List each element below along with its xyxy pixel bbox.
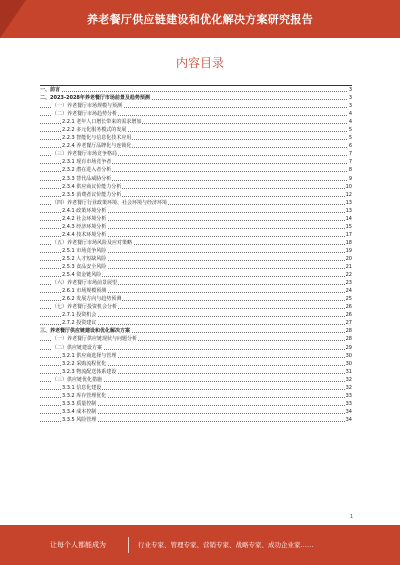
toc-entry-title: 2.3.5 消费者议价能力分析 bbox=[62, 191, 122, 198]
toc-entry-title: （三）养老餐厅市场竞争格局 bbox=[52, 151, 118, 158]
toc-entry-page: 3 bbox=[348, 87, 352, 93]
toc-entry-title: （二）养老餐厅市场趋势分析 bbox=[52, 111, 118, 118]
toc-entry-title: 二、2023-2028年养老餐厅市场前景及趋势预测 bbox=[40, 95, 150, 102]
toc-entry-title: 2.4.2 社会环境分析 bbox=[62, 215, 107, 222]
toc-entry-title: （一）养老餐厅市场规模与预测 bbox=[52, 103, 123, 110]
toc-entry-title: 2.2.3 智能化与信息化技术应用 bbox=[62, 135, 132, 142]
toc-entry-title: 2.2.1 老年人口增长带来的需求增加 bbox=[62, 119, 142, 126]
toc-entry[interactable] bbox=[40, 271, 352, 279]
toc-entry-page: 8 bbox=[348, 167, 352, 174]
toc-entry-page: 4 bbox=[348, 119, 352, 126]
toc-entry-page: 32 bbox=[345, 384, 352, 391]
toc-entry-page: 32 bbox=[345, 376, 352, 383]
toc-entry-title: 2.2.2 多元化服务模式的发展 bbox=[62, 127, 127, 134]
toc-entry-page: 33 bbox=[345, 392, 352, 399]
toc-entry[interactable] bbox=[40, 102, 352, 110]
toc-entry-title: 2.3.1 现有市场竞争者 bbox=[62, 159, 112, 166]
toc-entry-page: 7 bbox=[348, 151, 352, 158]
toc-entry-page: 28 bbox=[345, 328, 352, 335]
toc-entry[interactable] bbox=[40, 352, 352, 360]
toc-entry[interactable] bbox=[40, 319, 352, 327]
toc-entry-title: 2.4.3 经济环境分析 bbox=[62, 223, 107, 230]
toc-entry-page: 34 bbox=[345, 408, 352, 415]
toc-entry-title: 3.2.2 采购流程优化 bbox=[62, 360, 107, 367]
table-of-contents bbox=[40, 85, 352, 424]
toc-entry-page: 23 bbox=[345, 280, 352, 287]
toc-entry[interactable] bbox=[40, 263, 352, 271]
toc-entry-page: 7 bbox=[348, 159, 352, 166]
toc-entry[interactable] bbox=[40, 94, 352, 102]
toc-entry[interactable] bbox=[40, 215, 352, 223]
footer-slogan-right: 行业专家、管理专家、营销专家、战略专家、成功企业家…… bbox=[138, 541, 314, 549]
toc-entry-title: （四）养老餐厅行业政策环境、社会环境与经济环境 bbox=[52, 199, 168, 206]
toc-entry[interactable] bbox=[40, 126, 352, 134]
toc-entry-title: 3.2.3 物流配送体系建设 bbox=[62, 368, 117, 375]
toc-entry[interactable] bbox=[40, 110, 352, 118]
footer-divider bbox=[128, 537, 129, 553]
toc-entry-page: 30 bbox=[345, 360, 352, 367]
toc-entry[interactable] bbox=[40, 311, 352, 319]
document-title: 养老餐厅供应链建设和优化解决方案研究报告 bbox=[87, 13, 313, 26]
toc-entry-page: 5 bbox=[348, 127, 352, 134]
toc-entry[interactable] bbox=[40, 247, 352, 255]
toc-entry-title: 2.6.2 发展方向与趋势预测 bbox=[62, 296, 122, 303]
toc-entry-title: 3.2.1 供应商选择与管理 bbox=[62, 352, 117, 359]
toc-entry-title: 2.2.4 养老餐厅品牌化与连锁化 bbox=[62, 143, 132, 150]
toc-entry-title: 2.5.4 资金链风险 bbox=[62, 272, 102, 279]
toc-entry-page: 3 bbox=[348, 95, 352, 102]
toc-entry[interactable] bbox=[40, 335, 352, 343]
toc-entry[interactable] bbox=[40, 303, 352, 311]
toc-entry-title: 3.3.4 成本控制 bbox=[62, 408, 97, 415]
toc-entry-page: 14 bbox=[345, 215, 352, 222]
toc-entry-title: 2.4.4 技术环境分析 bbox=[62, 231, 107, 238]
toc-entry-title: 2.5.2 人才短缺风险 bbox=[62, 255, 107, 262]
toc-entry-title: 3.3.5 风险管理 bbox=[62, 416, 97, 423]
toc-entry-title: 3.3.2 库存管理优化 bbox=[62, 392, 107, 399]
toc-entry[interactable] bbox=[40, 150, 352, 158]
toc-entry[interactable] bbox=[40, 231, 352, 239]
toc-entry-title: 2.3.3 替代品威胁分析 bbox=[62, 175, 112, 182]
toc-entry-title: （一）养老餐厅供应链现状与问题分析 bbox=[52, 336, 138, 343]
footer-slogan-left: 让每个人都能成为 bbox=[50, 541, 106, 549]
toc-entry[interactable] bbox=[40, 344, 352, 352]
toc-entry-page: 26 bbox=[345, 304, 352, 311]
toc-entry-page: 19 bbox=[345, 247, 352, 254]
document-footer bbox=[0, 525, 400, 565]
page-number: 1 bbox=[349, 514, 353, 520]
toc-entry[interactable] bbox=[40, 207, 352, 215]
toc-entry[interactable] bbox=[40, 287, 352, 295]
toc-entry-title: 2.5.1 市场竞争风险 bbox=[62, 247, 107, 254]
toc-leader-dots bbox=[40, 91, 349, 92]
toc-entry-title: 一、前言 bbox=[40, 87, 61, 93]
toc-entry-title: 2.6.1 市场规模预测 bbox=[62, 288, 107, 295]
toc-entry[interactable] bbox=[40, 295, 352, 303]
toc-entry[interactable] bbox=[40, 134, 352, 142]
toc-entry-title: （二）供应链建设方案 bbox=[52, 344, 103, 351]
toc-entry-title: 2.7.2 投资建议 bbox=[62, 320, 97, 327]
toc-entry[interactable] bbox=[40, 408, 352, 416]
toc-entry[interactable] bbox=[40, 85, 352, 94]
toc-entry-title: （五）养老餐厅市场风险及应对策略 bbox=[52, 239, 133, 246]
toc-entry-page: 34 bbox=[345, 416, 352, 423]
toc-entry-title: 3.3.1 信息化建设 bbox=[62, 384, 102, 391]
toc-entry-page: 29 bbox=[345, 344, 352, 351]
toc-entry-page: 18 bbox=[345, 239, 352, 246]
toc-entry-page: 31 bbox=[345, 368, 352, 375]
toc-entry-title: 2.7.1 投资机会 bbox=[62, 312, 97, 319]
toc-entry[interactable] bbox=[40, 166, 352, 174]
toc-entry[interactable] bbox=[40, 183, 352, 191]
toc-entry-page: 10 bbox=[345, 183, 352, 190]
toc-entry-page: 26 bbox=[345, 312, 352, 319]
toc-entry[interactable] bbox=[40, 400, 352, 408]
toc-entry-page: 15 bbox=[345, 223, 352, 230]
toc-entry-page: 4 bbox=[348, 111, 352, 118]
toc-entry-page: 27 bbox=[345, 320, 352, 327]
toc-entry[interactable] bbox=[40, 118, 352, 126]
toc-entry-title: 2.3.2 潜在进入者分析 bbox=[62, 167, 112, 174]
toc-entry[interactable] bbox=[40, 392, 352, 400]
toc-entry-page: 24 bbox=[345, 288, 352, 295]
toc-entry[interactable] bbox=[40, 175, 352, 183]
toc-entry-title: 2.4.1 政策环境分析 bbox=[62, 207, 107, 214]
toc-entry-page: 6 bbox=[348, 143, 352, 150]
toc-entry-title: 三、养老餐厅供应链建设和优化解决方案 bbox=[40, 328, 131, 335]
toc-entry[interactable] bbox=[40, 199, 352, 207]
toc-entry-page: 22 bbox=[345, 272, 352, 279]
toc-entry[interactable] bbox=[40, 416, 352, 424]
toc-entry[interactable] bbox=[40, 384, 352, 392]
toc-entry-title: （七）养老餐厅投资机会分析 bbox=[52, 304, 118, 311]
toc-entry-page: 21 bbox=[345, 264, 352, 271]
toc-entry-title: （六）养老餐厅市场前景展望 bbox=[52, 280, 118, 287]
toc-entry[interactable] bbox=[40, 239, 352, 247]
toc-entry-title: 2.5.3 食品安全风险 bbox=[62, 264, 107, 271]
toc-entry[interactable] bbox=[40, 223, 352, 231]
toc-entry-title: 2.3.4 供应商议价能力分析 bbox=[62, 183, 122, 190]
toc-entry-page: 28 bbox=[345, 336, 352, 343]
toc-entry-page: 9 bbox=[348, 175, 352, 182]
toc-entry[interactable] bbox=[40, 158, 352, 166]
toc-entry[interactable] bbox=[40, 360, 352, 368]
toc-entry[interactable] bbox=[40, 142, 352, 150]
toc-entry[interactable] bbox=[40, 255, 352, 263]
toc-entry[interactable] bbox=[40, 376, 352, 384]
toc-entry-page: 33 bbox=[345, 400, 352, 407]
toc-entry-page: 20 bbox=[345, 255, 352, 262]
toc-heading: 内容目录 bbox=[175, 56, 224, 70]
toc-entry[interactable] bbox=[40, 191, 352, 199]
toc-entry-page: 13 bbox=[345, 199, 352, 206]
toc-entry[interactable] bbox=[40, 279, 352, 287]
toc-entry-page: 17 bbox=[345, 231, 352, 238]
toc-entry-page: 30 bbox=[345, 352, 352, 359]
toc-entry-page: 5 bbox=[348, 135, 352, 142]
toc-entry-page: 25 bbox=[345, 296, 352, 303]
toc-entry[interactable] bbox=[40, 368, 352, 376]
toc-entry-title: （三）供应链优化措施 bbox=[52, 376, 103, 383]
toc-entry-page: 12 bbox=[345, 191, 352, 198]
toc-entry-page: 13 bbox=[345, 207, 352, 214]
toc-entry[interactable] bbox=[40, 327, 352, 335]
toc-entry-page: 3 bbox=[348, 103, 352, 110]
toc-entry-title: 3.3.3 质量控制 bbox=[62, 400, 97, 407]
document-header bbox=[0, 0, 400, 38]
